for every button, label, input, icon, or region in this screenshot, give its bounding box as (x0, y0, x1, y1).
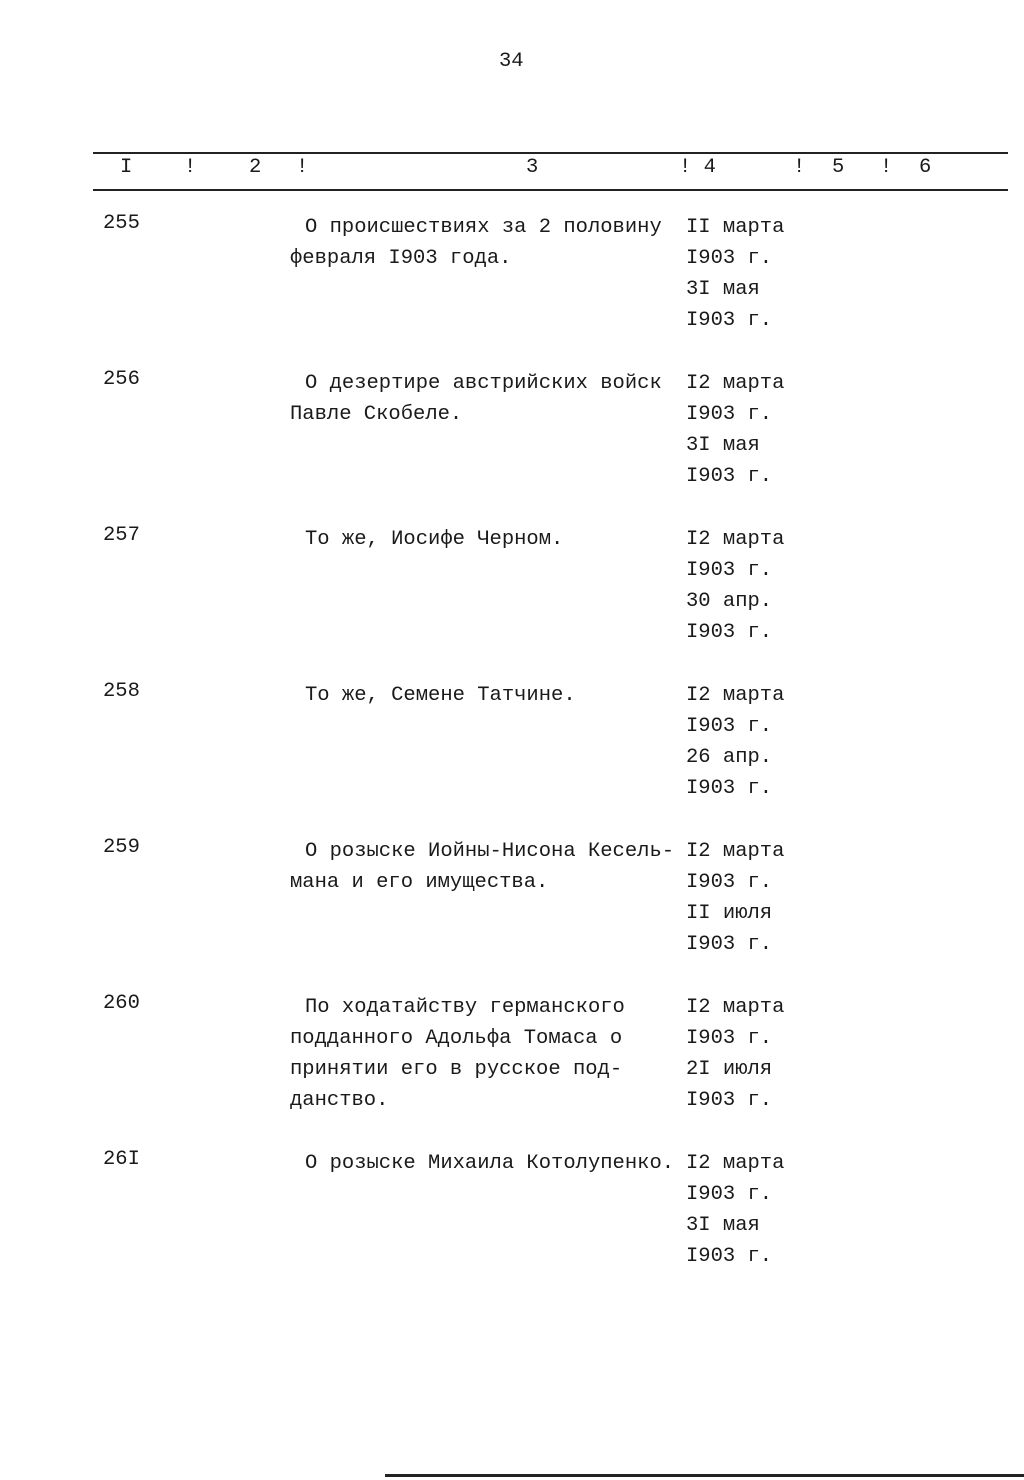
record-dates (686, 524, 784, 648)
date-line: I2 марта (686, 372, 785, 395)
date-line: I903 г. (686, 871, 773, 894)
description-line: То же, Иосифе Черном. (305, 528, 564, 551)
record-description (290, 836, 674, 898)
date-line: I2 марта (686, 840, 785, 863)
description-line: февраля I903 года. (290, 247, 512, 270)
record-description (290, 368, 662, 430)
date-line: 3I мая (686, 434, 760, 457)
record-number: 26I (103, 1148, 140, 1171)
record-description (290, 524, 563, 555)
date-line: I2 марта (686, 1152, 785, 1175)
page-number: 34 (499, 50, 524, 73)
header-col-6: 6 (919, 156, 932, 179)
header-separator: ! (184, 156, 197, 179)
date-line: I903 г. (686, 1245, 773, 1268)
description-line: О розыске Иойны-Нисона Кесель- (305, 840, 675, 863)
header-col-4: ! 4 (679, 156, 716, 179)
date-line: I903 г. (686, 777, 773, 800)
header-col-5: 5 (832, 156, 845, 179)
date-line: I903 г. (686, 621, 773, 644)
date-line: I903 г. (686, 1027, 773, 1050)
header-separator: ! (793, 156, 806, 179)
header-col-1: I (120, 156, 133, 179)
header-separator: ! (296, 156, 309, 179)
record-dates (686, 1148, 784, 1272)
date-line: I903 г. (686, 715, 773, 738)
record-number: 260 (103, 992, 140, 1015)
description-line: По ходатайству германского (305, 996, 625, 1019)
date-line: I903 г. (686, 403, 773, 426)
description-line: То же, Семене Татчине. (305, 684, 576, 707)
date-line: 26 апр. (686, 746, 773, 769)
record-number: 259 (103, 836, 140, 859)
description-line: данство. (290, 1089, 389, 1112)
date-line: I903 г. (686, 1089, 773, 1112)
record-number: 256 (103, 368, 140, 391)
date-line: I903 г. (686, 309, 773, 332)
date-line: II марта (686, 216, 785, 239)
date-line: I903 г. (686, 465, 773, 488)
record-dates (686, 680, 784, 804)
record-dates (686, 212, 784, 336)
table-top-rule (93, 152, 1008, 154)
date-line: I2 марта (686, 996, 785, 1019)
date-line: 3I мая (686, 1214, 760, 1237)
description-line: О происшествиях за 2 половину (305, 216, 662, 239)
record-dates (686, 368, 784, 492)
date-line: I903 г. (686, 559, 773, 582)
date-line: I903 г. (686, 247, 773, 270)
description-line: мана и его имущества. (290, 871, 549, 894)
date-line: 2I июля (686, 1058, 773, 1081)
date-line: I2 марта (686, 528, 785, 551)
record-description (290, 992, 625, 1116)
date-line: I2 марта (686, 684, 785, 707)
header-col-3: 3 (526, 156, 539, 179)
date-line: II июля (686, 902, 773, 925)
bottom-rule (385, 1474, 1024, 1477)
record-number: 258 (103, 680, 140, 703)
date-line: I903 г. (686, 1183, 773, 1206)
header-col-2: 2 (249, 156, 262, 179)
record-description (290, 680, 576, 711)
date-line: I903 г. (686, 933, 773, 956)
record-number: 255 (103, 212, 140, 235)
record-description (290, 212, 662, 274)
description-line: принятии его в русское под- (290, 1058, 623, 1081)
record-description (290, 1148, 674, 1179)
header-separator: ! (880, 156, 893, 179)
description-line: О розыске Михаила Котолупенко. (305, 1152, 675, 1175)
description-line: подданного Адольфа Томаса о (290, 1027, 623, 1050)
record-number: 257 (103, 524, 140, 547)
date-line: 3I мая (686, 278, 760, 301)
record-dates (686, 836, 784, 960)
record-dates (686, 992, 784, 1116)
date-line: 30 апр. (686, 590, 773, 613)
description-line: О дезертире австрийских войск (305, 372, 662, 395)
description-line: Павле Скобеле. (290, 403, 463, 426)
table-header-rule (93, 189, 1008, 191)
